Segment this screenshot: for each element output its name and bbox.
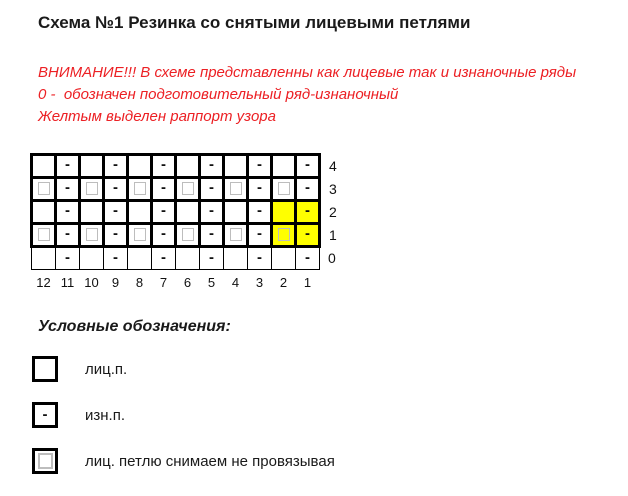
scheme-cell bbox=[128, 155, 152, 178]
scheme-cell bbox=[80, 201, 104, 224]
scheme-cell bbox=[56, 155, 80, 178]
slip-square-icon bbox=[278, 228, 290, 241]
scheme-cell bbox=[176, 247, 200, 270]
purl-dash-icon: - bbox=[161, 179, 166, 196]
column-number-label: 9 bbox=[111, 274, 120, 290]
scheme-cell bbox=[176, 201, 200, 224]
purl-dash-icon: - bbox=[257, 156, 262, 173]
row-number-label: 2 bbox=[329, 204, 337, 220]
column-number-label: 4 bbox=[231, 274, 240, 290]
column-number-label: 12 bbox=[36, 274, 51, 290]
scheme-cell bbox=[80, 178, 104, 201]
slip-square-icon bbox=[182, 182, 194, 195]
scheme-cell bbox=[296, 224, 320, 247]
scheme-cell bbox=[200, 247, 224, 270]
scheme-cell bbox=[80, 155, 104, 178]
slip-square-icon bbox=[86, 228, 98, 241]
purl-dash-icon: - bbox=[209, 179, 214, 196]
scheme-cell bbox=[200, 201, 224, 224]
purl-dash-icon: - bbox=[209, 202, 214, 219]
purl-dash-icon: - bbox=[209, 248, 214, 266]
row-number-label: 3 bbox=[329, 181, 337, 197]
purl-dash-icon: - bbox=[65, 202, 70, 219]
scheme-cell bbox=[104, 247, 128, 270]
row-number-label: 1 bbox=[329, 227, 337, 243]
scheme-cell bbox=[32, 201, 56, 224]
purl-dash-icon: - bbox=[161, 156, 166, 173]
slip-square-icon bbox=[38, 228, 50, 241]
purl-dash-icon: - bbox=[257, 179, 262, 196]
scheme-cell bbox=[176, 178, 200, 201]
scheme-cell bbox=[296, 201, 320, 224]
scheme-cell bbox=[224, 155, 248, 178]
scheme-table-body bbox=[32, 155, 339, 292]
scheme-cell bbox=[176, 155, 200, 178]
scheme-cell bbox=[56, 178, 80, 201]
scheme-cell bbox=[224, 224, 248, 247]
scheme-cell bbox=[272, 201, 296, 224]
scheme-cell bbox=[104, 224, 128, 247]
column-number-label: 11 bbox=[60, 274, 75, 290]
scheme-cell bbox=[56, 224, 80, 247]
scheme-cell bbox=[80, 247, 104, 270]
scheme-cell bbox=[104, 178, 128, 201]
scheme-cell bbox=[200, 178, 224, 201]
slip-square-icon bbox=[278, 182, 290, 195]
legend-item-label: лиц.п. bbox=[85, 360, 128, 378]
scheme-cell bbox=[272, 247, 296, 270]
scheme-cell bbox=[248, 155, 272, 178]
slip-square-icon bbox=[38, 453, 53, 469]
slip-square-icon bbox=[134, 228, 146, 241]
slip-square-icon bbox=[230, 228, 242, 241]
scheme-cell bbox=[56, 201, 80, 224]
scheme-cell bbox=[176, 224, 200, 247]
warning-line-2: 0 - обозначен подготовительный ряд-изнаночный bbox=[38, 86, 399, 103]
column-number-label: 6 bbox=[183, 274, 192, 290]
scheme-cell bbox=[296, 247, 320, 270]
legend-items bbox=[32, 356, 335, 474]
scheme-cell bbox=[272, 155, 296, 178]
scheme-cell bbox=[152, 247, 176, 270]
purl-dash-icon: - bbox=[65, 225, 70, 242]
scheme-cell bbox=[272, 178, 296, 201]
grid-corner-spacer bbox=[320, 270, 339, 292]
purl-dash-icon: - bbox=[113, 156, 118, 173]
purl-dash-icon: - bbox=[161, 202, 166, 219]
column-number-label: 5 bbox=[207, 274, 216, 290]
scheme-cell bbox=[80, 224, 104, 247]
purl-dash-icon: - bbox=[161, 225, 166, 242]
column-number-label: 1 bbox=[303, 274, 312, 290]
purl-stitch-icon bbox=[32, 402, 58, 428]
scheme-cell bbox=[200, 155, 224, 178]
legend-item-purl bbox=[32, 402, 335, 428]
scheme-cell bbox=[32, 155, 56, 178]
slip-square-icon bbox=[86, 182, 98, 195]
purl-dash-icon: - bbox=[305, 179, 310, 196]
scheme-cell bbox=[224, 247, 248, 270]
scheme-cell bbox=[248, 224, 272, 247]
legend-item-label: изн.п. bbox=[85, 406, 125, 424]
scheme-cell bbox=[152, 178, 176, 201]
scheme-cell bbox=[248, 178, 272, 201]
purl-dash-icon: - bbox=[42, 405, 48, 423]
scheme-cell bbox=[296, 178, 320, 201]
scheme-cell bbox=[152, 224, 176, 247]
scheme-cell bbox=[248, 201, 272, 224]
column-number-label: 8 bbox=[135, 274, 144, 290]
purl-dash-icon: - bbox=[65, 179, 70, 196]
slip-square-icon bbox=[230, 182, 242, 195]
purl-dash-icon: - bbox=[65, 156, 70, 173]
scheme-cell bbox=[152, 201, 176, 224]
row-number-label: 4 bbox=[329, 158, 337, 174]
page-title: Схема №1 Резинка со снятыми лицевыми петлями bbox=[38, 13, 471, 32]
legend-heading: Условные обозначения: bbox=[38, 318, 231, 335]
scheme-cell bbox=[56, 247, 80, 270]
scheme-cell bbox=[128, 201, 152, 224]
scheme-cell bbox=[104, 155, 128, 178]
scheme-cell bbox=[128, 224, 152, 247]
scheme-cell bbox=[248, 247, 272, 270]
row-number-label: 0 bbox=[328, 250, 336, 266]
column-number-label: 3 bbox=[255, 274, 264, 290]
purl-dash-icon: - bbox=[257, 248, 262, 266]
scheme-cell bbox=[128, 178, 152, 201]
scheme-cell bbox=[272, 224, 296, 247]
slip-stitch-icon bbox=[32, 448, 58, 474]
purl-dash-icon: - bbox=[113, 248, 118, 266]
legend bbox=[32, 318, 335, 494]
purl-dash-icon: - bbox=[113, 225, 118, 242]
legend-item-knit bbox=[32, 356, 335, 382]
warning-line-3: Желтым выделен раппорт узора bbox=[38, 108, 276, 125]
scheme-cell bbox=[296, 155, 320, 178]
purl-dash-icon: - bbox=[161, 248, 166, 266]
scheme-cell bbox=[104, 201, 128, 224]
column-number-label: 2 bbox=[279, 274, 288, 290]
purl-dash-icon: - bbox=[305, 156, 310, 173]
warning-note bbox=[38, 62, 576, 128]
scheme-cell bbox=[32, 224, 56, 247]
purl-dash-icon: - bbox=[113, 179, 118, 196]
scheme-cell bbox=[152, 155, 176, 178]
knit-stitch-icon bbox=[32, 356, 58, 382]
legend-item-label: лиц. петлю снимаем не провязывая bbox=[85, 452, 335, 470]
purl-dash-icon: - bbox=[305, 202, 310, 219]
scheme-cell bbox=[32, 247, 56, 270]
scheme-cell bbox=[224, 201, 248, 224]
slip-square-icon bbox=[134, 182, 146, 195]
scheme-cell bbox=[128, 247, 152, 270]
purl-dash-icon: - bbox=[209, 225, 214, 242]
purl-dash-icon: - bbox=[257, 225, 262, 242]
purl-dash-icon: - bbox=[257, 202, 262, 219]
scheme-cell bbox=[224, 178, 248, 201]
slip-square-icon bbox=[182, 228, 194, 241]
column-number-label: 7 bbox=[159, 274, 168, 290]
scheme-cell bbox=[200, 224, 224, 247]
column-number-label: 10 bbox=[84, 274, 99, 290]
purl-dash-icon: - bbox=[305, 248, 310, 266]
legend-item-slip bbox=[32, 448, 335, 474]
purl-dash-icon: - bbox=[113, 202, 118, 219]
knitting-scheme-grid bbox=[30, 153, 340, 291]
scheme-cell bbox=[32, 178, 56, 201]
slip-square-icon bbox=[38, 182, 50, 195]
warning-line-1: ВНИМАНИЕ!!! В схеме представленны как лицевые так и изнаночные ряды bbox=[38, 64, 577, 81]
purl-dash-icon: - bbox=[305, 225, 310, 242]
purl-dash-icon: - bbox=[209, 156, 214, 173]
purl-dash-icon: - bbox=[65, 248, 70, 266]
